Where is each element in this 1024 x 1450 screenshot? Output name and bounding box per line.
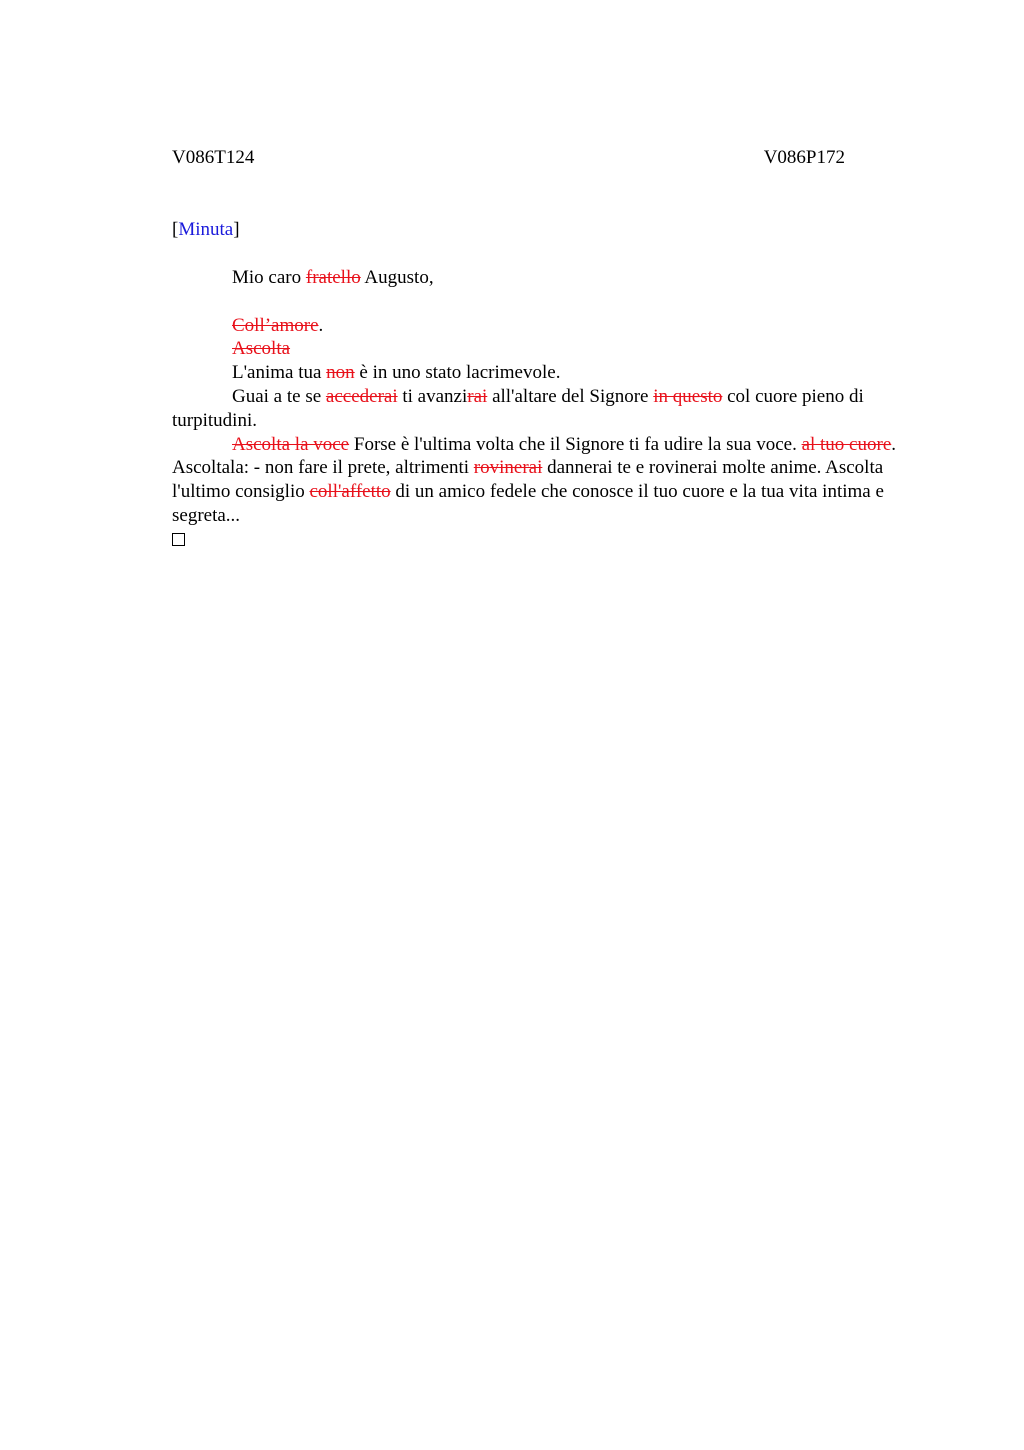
deleted-text: al tuo cuore bbox=[801, 433, 892, 455]
deleted-text: fratello bbox=[305, 267, 361, 288]
letter-line-e bbox=[172, 433, 920, 528]
document-code-left: V086T124 bbox=[172, 147, 255, 168]
text-run: è in uno stato lacrimevole. bbox=[354, 362, 561, 384]
letter-line-a bbox=[172, 314, 920, 338]
text-run: di un amico fedele che conosce il tuo cuore e la tua vita intima e segreta... bbox=[172, 481, 884, 526]
letter-greeting bbox=[172, 266, 920, 290]
deleted-text: Ascolta bbox=[232, 338, 291, 360]
deleted-text: Coll’amore bbox=[232, 314, 319, 336]
text-run: dannerai te e rovinerai molte anime. Ascolta l'ultimo consiglio bbox=[172, 457, 884, 503]
text-run: Mio caro bbox=[232, 267, 306, 288]
letter-line-c bbox=[172, 361, 920, 385]
paragraph-gap bbox=[172, 290, 920, 314]
letter-body bbox=[172, 266, 920, 552]
deleted-text: non bbox=[326, 362, 355, 384]
text-run: L'anima tua bbox=[232, 362, 327, 384]
deleted-text: coll'affetto bbox=[309, 481, 391, 503]
deleted-text: accederai bbox=[325, 385, 398, 407]
text-run: Forse è l'ultima volta che il Signore ti fa udire la sua voce. bbox=[349, 433, 802, 455]
text-run: Guai a te se bbox=[232, 385, 326, 407]
text-run: Augusto, bbox=[360, 267, 434, 288]
letter-line-b bbox=[172, 337, 920, 361]
label-open-bracket: [ bbox=[172, 219, 179, 240]
square-end-icon bbox=[172, 533, 185, 546]
document-type-label bbox=[172, 218, 240, 242]
text-run: all'altare del Signore bbox=[487, 385, 654, 407]
end-marker-line bbox=[172, 528, 920, 552]
letter-line-d bbox=[172, 385, 920, 433]
deleted-text: rai bbox=[467, 385, 488, 407]
document-code-right: V086P172 bbox=[763, 147, 845, 168]
text-run: . Ascoltala: - non fare il prete, altrimenti bbox=[172, 433, 896, 479]
deleted-text: in questo bbox=[653, 385, 723, 407]
label-close-bracket: ] bbox=[233, 219, 240, 240]
deleted-text: Ascolta la voce bbox=[232, 433, 350, 455]
text-run: . bbox=[318, 314, 324, 336]
text-run: col cuore pieno di turpitudini. bbox=[172, 385, 864, 431]
deleted-text: rovinerai bbox=[473, 457, 543, 479]
label-keyword: Minuta bbox=[178, 219, 234, 240]
document-header bbox=[172, 146, 845, 170]
text-run: ti avanzi bbox=[397, 385, 468, 407]
